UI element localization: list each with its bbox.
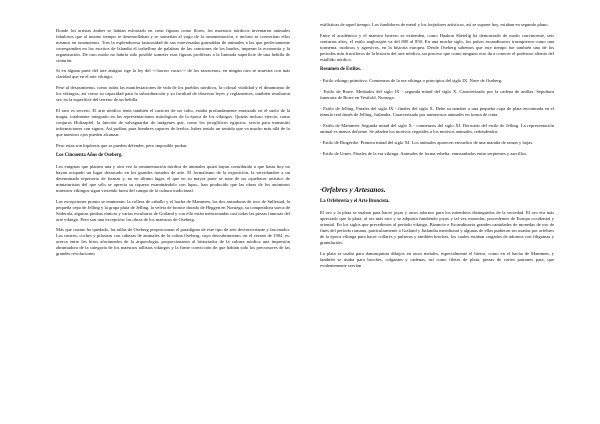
right-column (320, 22, 554, 273)
style-item: - Estilo de Mammen. Segunda mitad del siglo X - comienzos del siglo XI. Derivado del estilo de Jelling. La representación animal es menos deforme. Se añaden los motivos vegetales a los motivos animales, redondeados. (320, 122, 554, 134)
section-heading-estilos: Resumen de Estilos. (320, 67, 361, 73)
paragraph: Donde los artistas árabes se habían esforzado en crear figuras como flores, los maestros nórdicos inventaron animales fabulosos que al mismo tiempo se desenrollaban y se sometían al yugo de la ornamentación, e incluso se convertían ellos mismos en ornamentos. Tras la esplendorosa fastuosidad de sus enrevesadas guirnaldas de animales a las que perfectamente corresponden en los escritos de Islandia el torbellino de palabras de las canciones de los bardos, imperan la economía y la organización. De otro modo no habría sido posible someter esas figuras prolíferas a la limitada superficie de una hebilla de cinturón. (56, 28, 290, 63)
section-heading-oseberg: Los Cincuenta Años de Oseberg. (56, 153, 123, 159)
chapter-heading-orfebres: ·Orfebres y Artesanos. (320, 185, 386, 194)
paragraph: Las excepciones pronto se enumeran: la collera de caballo y el hacha de Mammen, las dos armaduras de toro de Søllestad, la pequeña cepa de Jelling y la grapa plata de Jelling, la veleta de bronce dorado de Heggen en Noruega, su competidora sueca de Söderala, algunas piedras rúnicas y varias esculturas de Gotland y con ello están mencionadas casi todas las piezas famosas del arte vikingo. Pero son una excepción: las obras de los maestros de Oseberg. (56, 198, 290, 222)
paragraph: El raro es secreto. El arte nórdico tenía también el carácter de un culto, estaba profundamente enraizado en el suelo de la magia, totalmente integrado en las representaciones mitológicas de la época de los vikingos. Quizás incluso ejercía, como conjuros Holtzapfel, la función de salvaguardar de imágenes que, como los jeroglíficos egipcios, servía para transmitir informaciones con signos. Así podían, para hombres capaces de leerlos, haber tenido un sentido que va mucho más allá de lo que nuestros ojos pueden alcanzar. (56, 107, 290, 137)
paragraph: Pero estas son hipótesis que se pueden defender, pero imposible probar. (56, 142, 188, 148)
paragraph: Pese al desasimiento, como todas las manifestaciones de vida de los pueblos nórdicos, la colosal vitalidad y el dinamismo de los vikingos, así como su capacidad para la subordinación y su facultad de observar leyes y reglamentos, también resultaron ser, en la superficie del terreno de un hebilla. (56, 85, 290, 103)
paragraph: Si en alguna parte del arte antiguo rige la ley del <<horror vacui>> de los sarracenos, en ningún otro se muestra con más claridad que en el arte vikingo. (56, 68, 290, 80)
paragraph: Más que cuanto ha quedado, las tallas de Oseberg proporcionan el paradigma de este tipo de arte desconcertante y fascinador. Los trineos, coches y pilastras con cabezas de animales de la colina Oseberg, cuyo descubrimiento, en el verano de 1904, es, acerca entre los hitos afortunados de la arqueología, proporcionaron al historiador de la cultura nórdica una impresión abrumadora de la categoría de los maestros tallistas vikingos y la firme convicción de que habían sido los precursores de las grandes revoluciones (56, 227, 290, 257)
section-heading-orfebreria: La Orfebrería y el Arte Broncista. (320, 199, 390, 205)
style-item: - Estilo de Urnes. Finales de la era vikinga. Animales de forma esbelta, enmarañados entre serpientes y zarcillos. (320, 150, 528, 156)
left-column (56, 28, 290, 262)
style-item: - Estilo vikingo primitivo. Comienzos de la era vikinga o principios del siglo IX. Nave de Oseberg. (320, 78, 503, 84)
paragraph: El oro y la plata se usaban para hacer joyas y otros adornos para los miembros distinguidos de la sociedad. El oro era más apreciado que la plata, al ser más raro y se adquiría fundiendo joyas y tal vez monedas, procedentes de Europa occidental y oriental. En los siglos que precedieron al período vikingo, Bizancio e Escandinavia grandes cantidades de monedas de oro de fines del período romano, particularmente a Gotland y Jutlandia meridional y algunas de ellas pudieron ser usadas por orfebres de la época vikinga para hacer collares y pulseras y también broches, los cuales estaban cargados de adornos con filigranas y granulación. (320, 210, 554, 245)
paragraph: Entre el académico y el maestro herrero se extienden, como Haakon Shetelig ha demostrado de modo convincente, seis centurias altos, el estilo anglosajón va del 800 al 850. En una mucha siglo, los países escandinavos irrumpieron como una tormenta, ruidosos y agresivos, en la historia europea. Desde Oseberg sabemos que este tiempo fue también uno de los periodos más fructíferos de la historia del arte nórdico, un proceso que como ninguno otro da a conocer el poderoso aliento del estallido nórdico. (320, 32, 554, 62)
style-item: - Estilo de Ringerike. Primera mitad del siglo XI. Los animales aparecen envueltos de una maraña de ramas y hojas. (320, 139, 534, 145)
paragraph: La plata se usaba para damasquinar dibujos en otros metales, especialmente el hierro, como en el hacha de Mammen, y también se usaba para broches, colgantes y cadenas, así como filetes de plata, piezas de varios patrones para, que evidentemente servían (320, 250, 554, 268)
spacer (320, 162, 554, 188)
style-item: - Estilo de Jelling. Finales del siglo IX - finales del siglo X. Debe su nombre a una pequeña copa de plata encontrada en el túmulo real danés de Jelling, Jutlandia. Caracterizado por numerosos animales en forma de cinta. (320, 106, 554, 117)
style-item: - Estilo de Borre. Mediados del siglo IX - segunda mitad del siglo X. Caracterizado por la cadena de anillas. Sepultura funeraria de Borre en Vestfold, Noruega. (320, 89, 554, 101)
paragraph: estilísticas de aquel tiempo. Los fundidores de metal y los forjadores artísticos, así se supone hoy, estaban en segundo plano. (320, 22, 549, 27)
paragraph: Los enigmas que plantea una y otra vez la ornamentación nórdica de animales quizá hayan contribuido a que hasta hoy no hayan ocupado un lugar destacado en los grandes tratados de arte. El formalismo de la exposición, la servidumbre a un determinado repertorio de formas y, no en último lugar, el que en su mayor parte se trate de un «quehacer artístico de miniaturistas del que sólo se aprecia su riqueza examinándolo con lupa», han producido que las obras de los anónimos maestros vikingos sigan viviendo fuera del campo de la cultura tradicional. (56, 164, 290, 193)
